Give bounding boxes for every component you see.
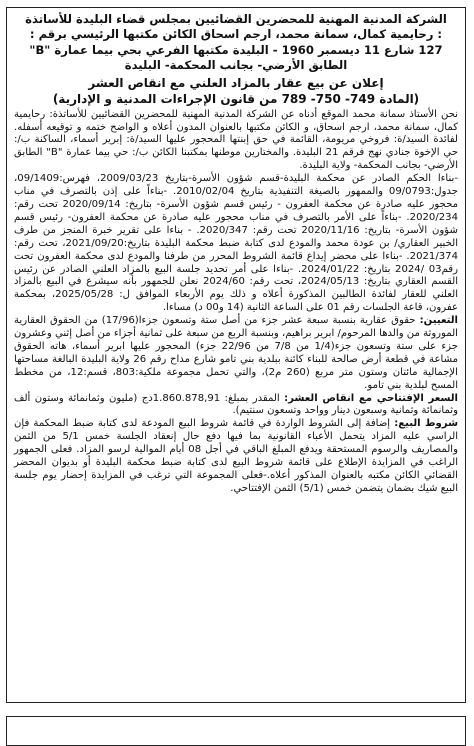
header-line-4: الطابق الأرضي- بجانب المحكمة- البليدة bbox=[124, 58, 348, 73]
auction-notice bbox=[6, 7, 466, 703]
conditions-paragraph bbox=[14, 418, 458, 495]
title-line-1: إعلان عن بيع عقار بالمزاد العلني مع انقاص العشر bbox=[88, 75, 384, 90]
header-line-3: 127 شارع 11 ديسمبر 1960 - البليدة مكتبها الفرعي بحي بيما عمارة "B" bbox=[29, 42, 443, 57]
price-text: المقدر بمبلغ: 1.860.878,91دج (مليون وثمانمائة وستون ألف وثمانمائة وثمانية وسبعون دينار وواحد وتسعون سنتيم). bbox=[14, 392, 458, 417]
designation-text: حقوق عقارية بنسبة سبعة عشر جزء من أصل ستة وتسعون جزءا(17/96) من الحقوق العقارية الموروثة من والدها المرحوم/ ابرير براهيم، وبنسبة الربع من سبعة على ثمانية أجزاء من أصل إثني وعشرون جزء على ستة وتسعون جزء(1/4 من 7/8 من 22/96 جزء) المحجور عليها ابرير أسماء، هاته الحقوق مشاعة في قطعة أرض صالحة للبناء كائنة ببلدية بني تامو شارع مداح رقم 26 ولاية البليدة البالغة مساحتها الإجمالية مائتان وستون متر مربع (260 م2)، والتي تحمل مجموعة ملكية:803، قسم:12، من مخطط المسح لبلدية بني تامو. bbox=[14, 315, 458, 391]
conditions-text: إضافة إلى الشروط الواردة في قائمة شروط البيع المودعة لدى كتابة ضبط المحكمة فإن الراسي عليه المزاد يتحمل الأعباء القانونية بما فيها دفع حال إنعقاد الجلسة خمس 5/1 من الثمن والمصاريف والرسوم المستحقة ويدفع المبلغ الباقي في أجل 08 أيام الموالية لرسو المزاد. فعلى الجمهور الراغب في المزايدة الإطلاع على قائمة شروط البيع لدى كتابة ضبط محكمة البليدة أو بديوان المحضر القضائي الكائن مكتبه بالعنوان المذكور أعلاه.-فعلى المجموعة التي ترغب في المزايدة إحضار يوم جلسة البيع شيك بضمان يتضمن خمس (5/1) الثمن الإفتتاحي. bbox=[14, 418, 458, 494]
price-label: السعر الإفتتاحي مع انقاص العشر: bbox=[284, 392, 459, 404]
header-line-2: : رحايمية كمال، سمانة محمد، ارجم اسحاق الكائن مكتبها الرئيسي برقم : bbox=[29, 27, 443, 42]
header bbox=[14, 12, 458, 74]
intro-paragraph: نحن الأستاذ سمانة محمد الموقع أدناه عن الشركة المدنية المهنية للمحضرين القضائيين للأساتذة: رحايمية كمال، سمانة محمد، ارجم اسحاق، و الكائن مكتبها بالعنوان المدون أعلاه و الواضح ختمه و توقيعه أسفله. لفائدة السيد/ة: فروخي مريومة، القائمة في حق إبنتها المحجور عليها السيد/ة: إبرير أسماء، الساكنة ب/: حي الإخوة جنادي نهج فرقم 21 البليدة. والمختارين موطنها بمكتبنا الكائن ب/: حي بيما عمارة "B" الطابق الأرضي- بجانب المحكمة- ولاية البليدة. bbox=[14, 108, 458, 172]
designation-paragraph bbox=[14, 315, 458, 392]
conditions-label: شروط البيع: bbox=[394, 418, 458, 430]
notice-body bbox=[14, 109, 458, 496]
designation-label: التعيين: bbox=[419, 315, 459, 327]
title-line-2: (المادة 749- 750- 789 من قانون الإجراءات المدنية و الإدارية) bbox=[52, 91, 420, 106]
notice-title bbox=[14, 75, 458, 107]
basis-paragraph: -بناءا الحكم الصادر عن محكمة البليدة-قسم شؤون الأسرة-بتاريخ 2009/03/23، فهرس:09/1409، جدول:09/0793 والممهور بالصيغة التنفيذية بتاريخ 2010/02/04. -بناءاً على إذن بالتصرف في مناب محجور عليه صادرة عن محكمة العفرون - رئيس قسم شؤون الأسرة- بتاريخ: 2020/09/14 تحت رقم: 2020/234. -بناءاً على الأمر بالتصرف في مناب محجور عليه صادرة عن محكمة العفرون- رئيس قسم شؤون الأسرة- بتاريخ: 2020/11/16 تحت رقم: 2020/347. - بناءا على تقرير خبرة المنجز من طرف الخبير العقاري/ بن عودة محمد والمودع لدى كتابة ضبط محكمة البليدة بتاريخ:2021/09/20، تحت رقم: 2021/374. -بناءا على محضر إيداع قائمة الشروط المحرر من طرفنا والمودع لدى محكمة العفرون تحت رقم03 /2024 بتاريخ: 2024/01/22. -بناءا على أمر تحديد جلسة البيع بالمزاد العلني الصادر عن رئيس القسم العقاري بتاريخ: 2024/05/13، تحت رقم: 2024/60 نعلن للجمهور بأنه سيشرع في البيع بالمزاد العلني للعقار لفائدة الطالبين المذكورة أعلاه و ذلك يوم الأربعاء الموافق ل: 2025/05/28، بمحكمة عفرون، قاعة الجلسات رقم 01 على الساعة الثانية (14 و00 د) مساءا. bbox=[14, 173, 459, 314]
header-line-1: الشركة المدنية المهنية للمحضرين القضائيين بمجلس قضاء البليدة للأساتذة bbox=[25, 12, 447, 26]
price-paragraph bbox=[14, 393, 458, 419]
next-notice-frame bbox=[6, 716, 466, 746]
